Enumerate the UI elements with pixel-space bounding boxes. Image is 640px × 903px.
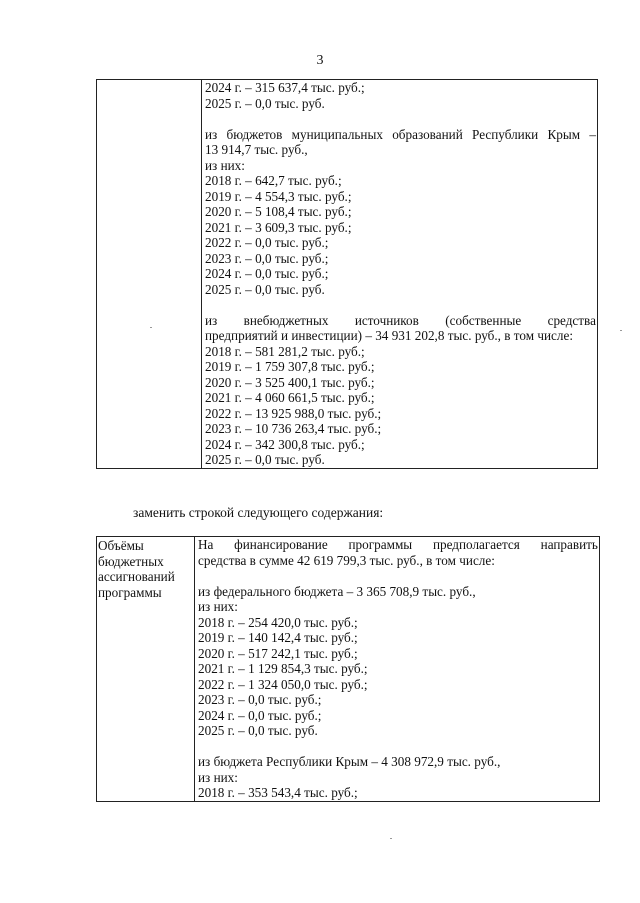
blank-line (198, 568, 598, 584)
word: Республики (472, 126, 539, 142)
funding-line: 2025 г. – 0,0 тыс. руб. (205, 281, 325, 297)
page-number: 3 (316, 53, 324, 68)
new-funding-table (96, 536, 600, 802)
funding-line: 2021 г. – 3 609,3 тыс. руб.; (205, 219, 352, 235)
word: источников (354, 312, 419, 328)
word: бюджетов (226, 126, 283, 142)
funding-line: 2024 г. – 315 637,4 тыс. руб.; (205, 80, 365, 95)
funding-line: 13 914,7 тыс. руб., (205, 142, 308, 157)
scan-speck (620, 330, 622, 331)
funding-line: средства в сумме 42 619 799,3 тыс. руб., в том числе: (198, 552, 495, 568)
word: внебюджетных (243, 312, 329, 328)
budget-allocations-label: Объёмы бюджетных ассигнований программы (97, 537, 195, 802)
funding-line: 2021 г. – 4 060 661,5 тыс. руб.; (205, 390, 375, 405)
funding-line: 2025 г. – 0,0 тыс. руб. (198, 723, 318, 738)
replacement-caption: заменить строкой следующего содержания: (133, 505, 384, 520)
funding-line: 2019 г. – 1 759 307,8 тыс. руб.; (205, 359, 375, 374)
blank-line (205, 297, 596, 313)
funding-line: 2023 г. – 0,0 тыс. руб.; (198, 692, 322, 707)
funding-line: 2024 г. – 0,0 тыс. руб.; (205, 266, 329, 281)
funding-line: 2021 г. – 1 129 854,3 тыс. руб.; (198, 661, 368, 676)
funding-line: 2024 г. – 342 300,8 тыс. руб.; (205, 436, 365, 452)
old-table-right-cell (202, 80, 598, 469)
funding-line: 2023 г. – 0,0 тыс. руб.; (205, 250, 329, 266)
funding-line: из федерального бюджета – 3 365 708,9 тыс. руб., (198, 583, 476, 599)
funding-line: из них: (198, 769, 238, 785)
funding-line: из них: (198, 599, 238, 614)
funding-line: 2022 г. – 13 925 988,0 тыс. руб.; (205, 405, 382, 421)
old-table-left-cell (97, 80, 202, 469)
funding-line: из бюджета Республики Крым – 4 308 972,9 тыс. руб., (198, 754, 501, 769)
funding-line: 2024 г. – 0,0 тыс. руб.; (198, 707, 322, 723)
old-funding-table (96, 79, 598, 469)
intro-line (198, 537, 598, 553)
word: программы (348, 537, 413, 552)
funding-line: 2020 г. – 5 108,4 тыс. руб.; (205, 204, 352, 219)
scan-speck (150, 327, 152, 328)
funding-line: 2018 г. – 581 281,2 тыс. руб.; (205, 343, 365, 359)
word: направить (540, 537, 598, 552)
word: образований (392, 126, 463, 142)
word: Крым (547, 126, 581, 142)
funding-line: 2025 г. – 0,0 тыс. руб. (205, 452, 325, 467)
funding-line: 2019 г. – 4 554,3 тыс. руб.; (205, 188, 352, 204)
word: – (589, 126, 596, 142)
funding-line: 2020 г. – 517 242,1 тыс. руб.; (198, 645, 358, 661)
funding-line: 2020 г. – 3 525 400,1 тыс. руб.; (205, 374, 375, 390)
word: финансирование (234, 537, 328, 552)
offbudget-heading-line (205, 313, 596, 329)
funding-line: 2023 г. – 10 736 263,4 тыс. руб.; (205, 421, 382, 436)
funding-line: 2019 г. – 140 142,4 тыс. руб.; (198, 630, 358, 645)
scan-speck (390, 838, 392, 839)
funding-line: 2018 г. – 353 543,4 тыс. руб.; (198, 785, 358, 800)
funding-line: 2022 г. – 1 324 050,0 тыс. руб.; (198, 676, 368, 692)
funding-line: предприятий и инвестиции) – 34 931 202,8 тыс. руб., в том числе: (205, 328, 573, 343)
blank-line (198, 739, 598, 755)
word: На (198, 537, 214, 552)
municipal-heading-line (205, 127, 596, 143)
new-table-right-cell (195, 537, 600, 802)
funding-line: 2018 г. – 642,7 тыс. руб.; (205, 173, 342, 188)
blank-line (205, 111, 596, 127)
word: из (205, 312, 218, 328)
word: муниципальных (291, 126, 383, 142)
funding-line: 2025 г. – 0,0 тыс. руб. (205, 95, 325, 111)
funding-line: 2022 г. – 0,0 тыс. руб.; (205, 235, 329, 250)
word: (собственные (445, 312, 522, 328)
word: средства (547, 312, 596, 328)
word: предполагается (432, 537, 520, 552)
funding-line: 2018 г. – 254 420,0 тыс. руб.; (198, 614, 358, 630)
word: из (205, 126, 218, 142)
funding-line: из них: (205, 157, 245, 173)
